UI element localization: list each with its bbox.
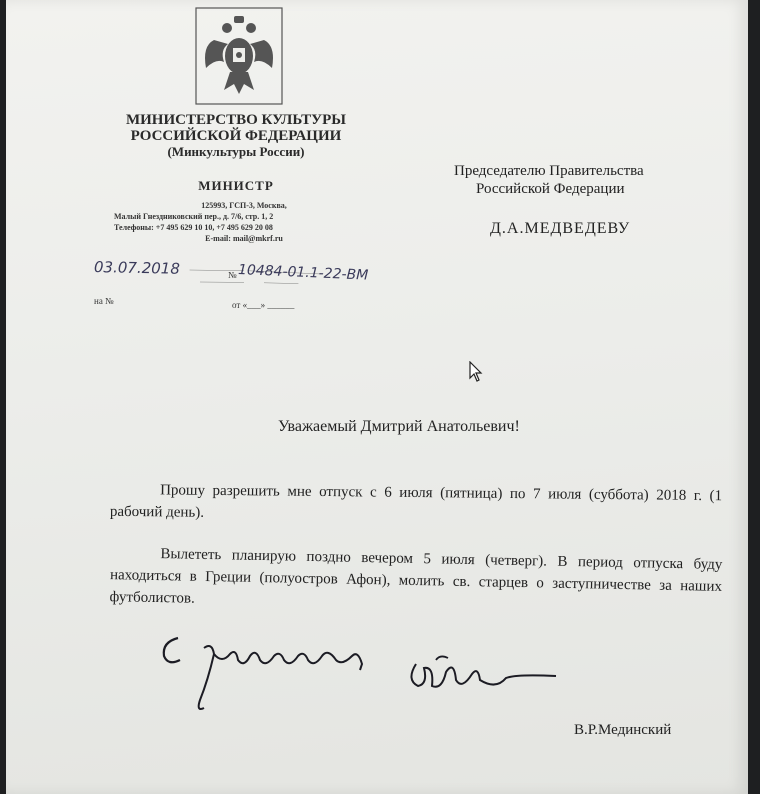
addressee-name: Д.А.МЕДВЕДЕВУ (490, 220, 631, 237)
letter-paragraph-2: Вылететь планирую поздно вечером 5 июля (четверг). В период отпуска буду находиться в Греции (полуостров Афон), молить св. старцев о заступничестве за наших футболистов. (109, 546, 723, 607)
letter-greeting: Уважаемый Дмитрий Анатольевич! (278, 418, 520, 435)
address-line-1: 125993, ГСП-3, Москва, (201, 201, 287, 210)
letter-paragraph-1: Прошу разрешить мне отпуск с 6 июля (пятница) по 7 июля (суббота) 2018 г. (1 рабочий день). (109, 482, 723, 521)
registration-number-mark: № (228, 270, 237, 280)
registration-date: 03.07.2018 (93, 258, 181, 278)
letter-page (6, 0, 748, 794)
ministry-short-name: (Минкультуры России) (167, 144, 305, 159)
signer-name: В.Р.Мединский (574, 722, 672, 738)
registration-number: 10484-01.1-22-ВМ (237, 262, 369, 284)
reply-to-date-label: от «___» ______ (232, 300, 295, 310)
address-phones: Телефоны: +7 495 629 10 10, +7 495 629 20 08 (114, 223, 273, 232)
ministry-line-2: РОССИЙСКОЙ ФЕДЕРАЦИИ (130, 128, 342, 144)
handwritten-closing-and-signature (156, 620, 576, 720)
ministry-line-1: МИНИСТЕРСТВО КУЛЬТУРЫ (125, 112, 347, 128)
mouse-pointer-icon (469, 361, 483, 383)
addressee-line-2: Российской Федерации (476, 181, 625, 197)
addressee-line-1: Председателю Правительства (454, 163, 644, 179)
coat-of-arms-icon (194, 6, 284, 106)
reply-to-number-label: на № (94, 296, 114, 306)
minister-title: МИНИСТР (198, 178, 274, 193)
address-email: E-mail: mail@mkrf.ru (205, 234, 283, 243)
ministry-address (114, 200, 374, 244)
ministry-name (102, 112, 370, 160)
address-line-2: Малый Гнездниковский пер., д. 7/6, стр. 1, 2 (114, 212, 274, 221)
addressee-block (450, 162, 690, 238)
